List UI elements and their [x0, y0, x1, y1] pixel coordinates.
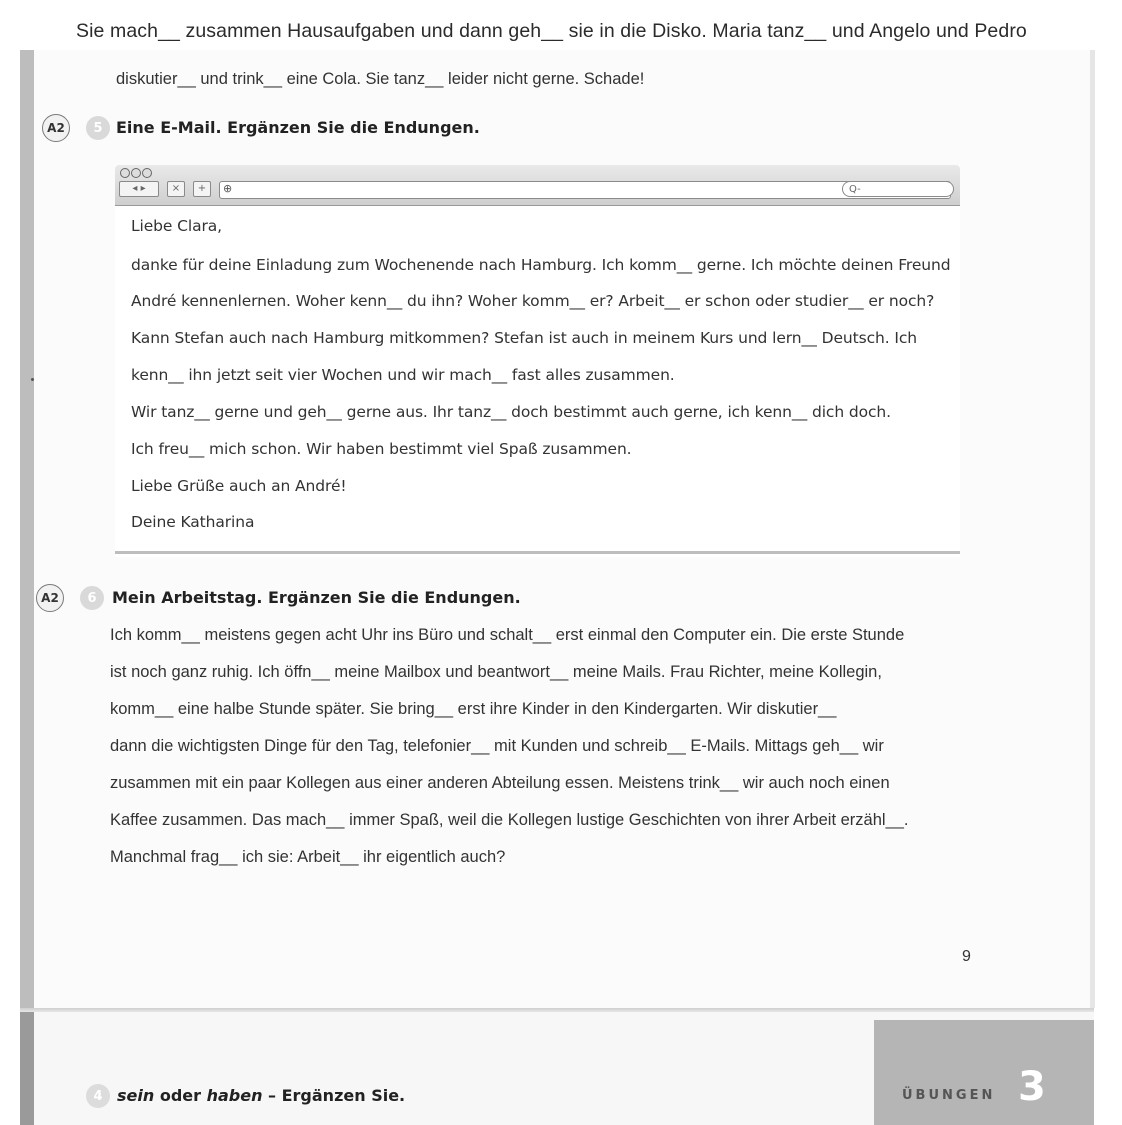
email-line: André kennenlernen. Woher kenn__ du ihn? Woher komm__ er? Arbeit__ er schon oder studier__ er noch?: [131, 292, 935, 310]
exercise-title: Eine E-Mail. Ergänzen Sie die Endungen.: [116, 118, 480, 137]
exercise-text-line: komm__ eine halbe Stunde später. Sie bring__ erst ihre Kinder in den Kindergarten. Wir diskutier__: [110, 700, 837, 718]
globe-icon: ⊕: [223, 182, 233, 195]
close-window-icon: [120, 168, 130, 178]
email-line: Kann Stefan auch nach Hamburg mitkommen? Stefan ist auch in meinem Kurs und lern__ Deutsch. Ich: [131, 329, 917, 347]
email-line: Liebe Grüße auch an André!: [131, 477, 347, 495]
title-word-sein: sein: [117, 1086, 155, 1105]
browser-toolbar: [115, 165, 960, 206]
section-tab: [874, 1020, 1094, 1125]
exercise-text-line: ist noch ganz ruhig. Ich öffn__ meine Mailbox und beantwort__ meine Mails. Frau Richter, meine Kollegin,: [110, 663, 882, 681]
level-badge: A2: [36, 584, 64, 612]
email-line: Deine Katharina: [131, 513, 255, 531]
previous-exercise-line: Sie mach__ zusammen Hausaufgaben und dann geh__ sie in die Disko. Maria tanz__ und Angelo und Pedro: [76, 20, 1027, 42]
margin-mark: [31, 378, 34, 381]
email-line: Liebe Clara,: [131, 217, 223, 235]
page-number: 9: [962, 948, 971, 965]
maximize-window-icon: [142, 168, 152, 178]
exercise-text-line: Kaffee zusammen. Das mach__ immer Spaß, weil die Kollegen lustige Geschichten von ihrer Arbeit erzähl__.: [110, 811, 909, 829]
section-label: ÜBUNGEN: [902, 1088, 996, 1103]
browser-bottom-border: [115, 551, 960, 554]
close-tab-icon: ×: [167, 181, 185, 197]
exercise-text-line: Manchmal frag__ ich sie: Arbeit__ ihr eigentlich auch?: [110, 848, 506, 866]
email-line: kenn__ ihn jetzt seit vier Wochen und wir mach__ fast alles zusammen.: [131, 366, 675, 384]
exercise-text-line: zusammen mit ein paar Kollegen aus einer anderen Abteilung essen. Meistens trink__ wir auch noch einen: [110, 774, 890, 792]
email-line: danke für deine Einladung zum Wochenende nach Hamburg. Ich komm__ gerne. Ich möchte deinen Freund: [131, 256, 951, 274]
title-word-oder: oder: [154, 1086, 207, 1105]
title-rest: – Ergänzen Sie.: [262, 1086, 406, 1105]
exercise-title: [117, 1086, 405, 1105]
exercise-number-badge: 6: [80, 586, 104, 610]
email-line: Ich freu__ mich schon. Wir haben bestimmt viel Spaß zusammen.: [131, 440, 632, 458]
back-forward-icon: ◂ ▸: [119, 181, 159, 197]
browser-window: [115, 165, 960, 557]
level-badge: A2: [42, 114, 70, 142]
exercise-number-badge: 4: [86, 1084, 110, 1108]
previous-exercise-continuation: diskutier__ und trink__ eine Cola. Sie tanz__ leider nicht gerne. Schade!: [116, 70, 645, 88]
search-field: Q-: [842, 181, 954, 197]
section-number: 3: [1018, 1064, 1046, 1110]
exercise-text-line: dann die wichtigsten Dinge für den Tag, telefonier__ mit Kunden und schreib__ E-Mails. Mittags geh__ wir: [110, 737, 884, 755]
title-word-haben: haben: [206, 1086, 263, 1105]
exercise-text-line: Ich komm__ meistens gegen acht Uhr ins Büro und schalt__ erst einmal den Computer ein. Die erste Stunde: [110, 626, 905, 644]
exercise-number-badge: 5: [86, 116, 110, 140]
minimize-window-icon: [131, 168, 141, 178]
email-line: Wir tanz__ gerne und geh__ gerne aus. Ihr tanz__ doch bestimmt auch gerne, ich kenn__ dich doch.: [131, 403, 891, 421]
exercise-title: Mein Arbeitstag. Ergänzen Sie die Endungen.: [112, 588, 521, 607]
new-tab-icon: +: [193, 181, 211, 197]
page-edge: [1090, 50, 1095, 1008]
